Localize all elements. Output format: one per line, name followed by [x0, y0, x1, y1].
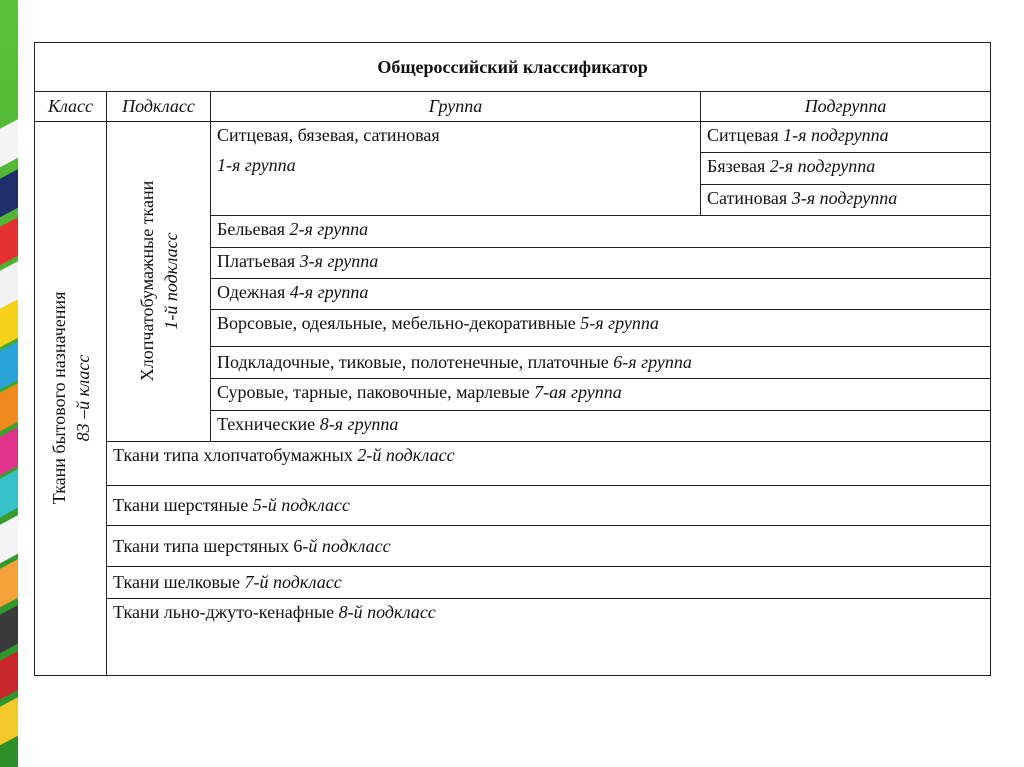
group-number: 8-я группа — [319, 413, 399, 434]
subclass-row — [107, 526, 991, 567]
group-row — [211, 410, 991, 441]
group-name: Одежная — [217, 281, 286, 302]
group-number: 6-я группа — [613, 352, 692, 373]
group-name: Технические — [217, 413, 320, 434]
subclass-row-number: 2-й подкласс — [357, 444, 455, 465]
subgroup-row — [701, 121, 991, 152]
subclass-name: Хлопчатобумажные ткани — [136, 181, 157, 382]
subgroup-number: 3-я подгруппа — [791, 187, 898, 208]
group-number: 3-я группа — [299, 250, 379, 271]
group-name: Платьевая — [217, 250, 300, 271]
group-row — [211, 121, 701, 215]
subclass-row — [107, 485, 991, 526]
group-number: 7-ая группа — [534, 382, 622, 403]
subclass-row-name: Ткани шелковые — [113, 572, 241, 593]
subclass-row — [107, 566, 991, 598]
subclass-row-number: 5-й подкласс — [252, 495, 350, 516]
subgroup-name: Сатиновая — [707, 187, 792, 208]
subgroup-number: 1-я подгруппа — [783, 124, 889, 145]
group-name: Подкладочные, тиковые, полотенечные, платочные — [217, 352, 614, 373]
classifier-table — [34, 42, 991, 676]
group-row — [211, 216, 991, 247]
group-row — [211, 247, 991, 278]
group-number: 4-я группа — [289, 281, 369, 302]
group-row — [211, 278, 991, 309]
group-number: 5-я группа — [580, 313, 659, 334]
group-row — [211, 379, 991, 410]
table-title: Общероссийский классификатор — [35, 43, 991, 92]
subclass-row-number: й подкласс — [308, 535, 391, 556]
subclass-row-name: Ткани типа шерстяных 6- — [113, 535, 309, 556]
subgroup-name: Ситцевая — [707, 124, 779, 145]
group-name: Ситцевая, бязевая, сатиновая — [217, 124, 440, 145]
subclass-row — [107, 598, 991, 675]
subgroup-number: 2-я подгруппа — [769, 156, 876, 177]
group-name: Ворсовые, одеяльные, мебельно-декоративные — [217, 313, 576, 334]
group-row — [211, 310, 991, 346]
class-number: 83 –й класс — [72, 355, 93, 442]
header-subgroup: Подгруппа — [701, 91, 991, 121]
subclass-row-name: Ткани типа хлопчатобумажных — [113, 444, 353, 465]
group-number: 1-я группа — [217, 154, 296, 175]
subgroup-row — [701, 184, 991, 215]
group-name: Бельевая — [217, 219, 286, 240]
header-subclass: Подкласс — [107, 91, 211, 121]
subclass-row-name: Ткани льно-джуто-кенафные — [113, 601, 335, 622]
class-name: Ткани бытового назначения — [48, 292, 69, 505]
subclass-row-number: 7-й подкласс — [244, 572, 342, 593]
group-number: 2-я группа — [289, 219, 369, 240]
subclass-row-name: Ткани шерстяные — [113, 495, 249, 516]
header-group: Группа — [211, 91, 701, 121]
subclass-number: 1-й подкласс — [160, 232, 181, 331]
subgroup-row — [701, 153, 991, 184]
subclass-row-number: 8-й подкласс — [338, 601, 436, 622]
subclass-row — [107, 441, 991, 485]
group-name: Суровые, тарные, паковочные, марлевые — [217, 382, 530, 403]
header-class: Класс — [35, 91, 107, 121]
subclass-cell — [107, 121, 211, 441]
class-cell — [35, 121, 107, 675]
group-row — [211, 346, 991, 378]
subgroup-name: Бязевая — [707, 156, 766, 177]
